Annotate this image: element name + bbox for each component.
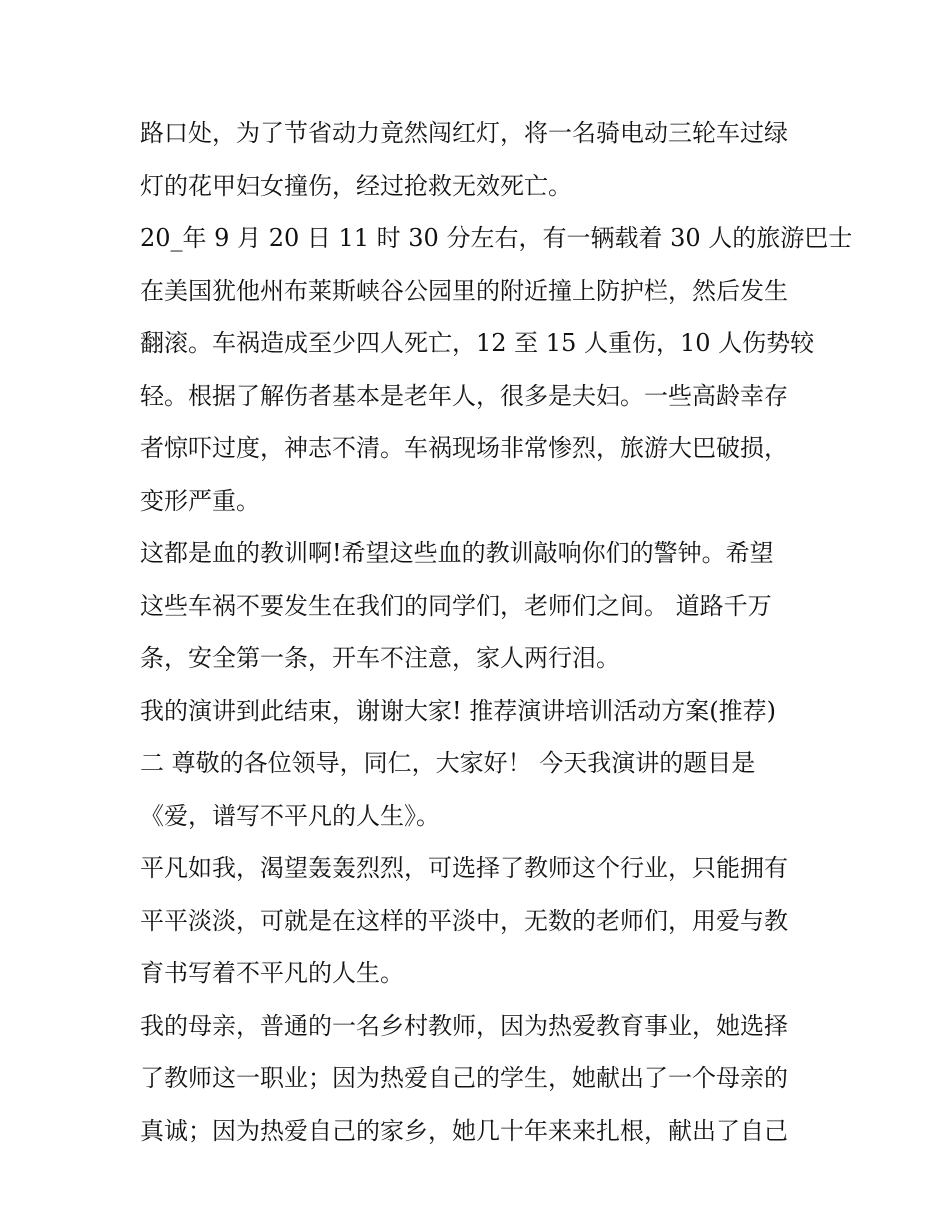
text-line: 在美国犹他州布莱斯峡谷公园里的附近撞上防护栏，然后发生 xyxy=(140,276,788,305)
text-line: 这些车祸不要发生在我们的同学们，老师们之间。 道路千万 xyxy=(140,591,772,620)
text-line: 路口处，为了节省动力竟然闯红灯，将一名骑电动三轮车过绿 xyxy=(140,119,788,147)
text-line: 这都是血的教训啊!希望这些血的教训敲响你们的警钟。希望 xyxy=(140,539,774,567)
text-line: 变形严重。 xyxy=(140,486,260,515)
text-line: 真诚；因为热爱自己的家乡，她几十年来来扎根，献出了自己 xyxy=(140,1116,788,1145)
text-line: 翻滚。车祸造成至少四人死亡，12 至 15 人重伤，10 人伤势较 xyxy=(140,329,815,357)
text-line: 平凡如我，渴望轰轰烈烈，可选择了教师这个行业，只能拥有 xyxy=(140,854,788,882)
text-line: 灯的花甲妇女撞伤，经过抢救无效死亡。 xyxy=(140,171,572,200)
text-line: 条，安全第一条，开车不注意，家人两行泪。 xyxy=(140,644,620,672)
text-line: 《爱，谱写不平凡的人生》。 xyxy=(140,801,440,830)
body-text xyxy=(140,107,853,1157)
text-line: 20_年 9 月 20 日 11 时 30 分左右，有一辆载着 30 人的旅游巴士 xyxy=(140,224,853,252)
text-line: 我的母亲，普通的一名乡村教师，因为热爱教育事业，她选择 xyxy=(140,1011,788,1040)
text-line: 平平淡淡，可就是在这样的平淡中，无数的老师们，用爱与教 xyxy=(140,906,788,935)
text-line: 了教师这一职业；因为热爱自己的学生，她献出了一个母亲的 xyxy=(140,1064,788,1092)
text-line: 者惊吓过度，神志不清。车祸现场非常惨烈，旅游大巴破损， xyxy=(140,434,788,462)
text-line: 二 尊敬的各位领导，同仁，大家好！ 今天我演讲的题目是 xyxy=(140,749,756,777)
text-line: 育书写着不平凡的人生。 xyxy=(140,959,404,987)
text-line: 轻。根据了解伤者基本是老年人，很多是夫妇。一些高龄幸存 xyxy=(140,381,788,410)
text-line: 我的演讲到此结束，谢谢大家! 推荐演讲培训活动方案(推荐) xyxy=(140,696,776,725)
